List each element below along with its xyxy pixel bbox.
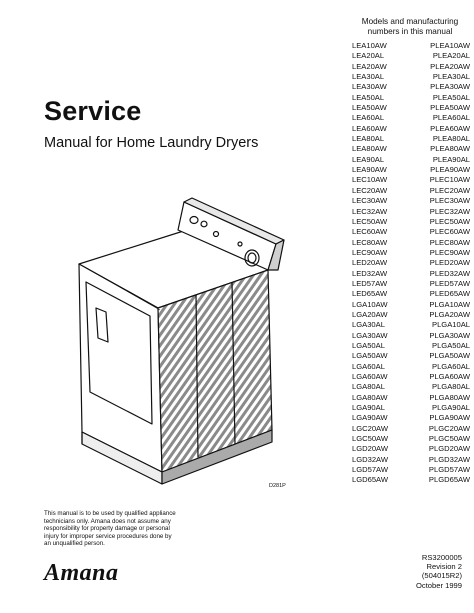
model-number: LGA10AW [352, 299, 388, 309]
model-number: LGA50AW [352, 351, 388, 361]
manufacturing-number: PLEA20AL [432, 51, 470, 61]
model-row [352, 238, 470, 248]
model-number: LGA90AW [352, 413, 388, 423]
disclaimer-text [44, 510, 194, 548]
manufacturing-number: PLGA50AW [429, 351, 470, 361]
manufacturing-number: PLGA10AW [429, 299, 470, 309]
model-number: LED20AW [352, 258, 388, 268]
manufacturing-number: PLGA10AL [432, 320, 470, 330]
manual-subtitle: Manual for Home Laundry Dryers [44, 135, 259, 151]
manufacturing-number: PLEA90AL [432, 154, 470, 164]
part-number: (504015R2) [421, 571, 462, 581]
manufacturing-number: PLEC80AW [429, 237, 470, 247]
model-number: LGA30AL [352, 320, 385, 330]
manufacturing-number: PLEA90AW [430, 165, 470, 175]
model-row [352, 41, 470, 51]
model-row [352, 217, 470, 227]
manufacturing-number: PLGA80AW [429, 392, 470, 402]
model-number: LGA80AL [352, 382, 385, 392]
model-row [352, 113, 470, 123]
model-number: LEC80AW [352, 237, 388, 247]
model-row [352, 103, 470, 113]
disclaimer-line: technicians only. Amana does not assume any [44, 517, 171, 525]
model-number: LGD65AW [352, 475, 389, 485]
model-number: LEA80AL [352, 134, 385, 144]
model-row [352, 351, 470, 361]
model-number: LEA20AL [352, 51, 385, 61]
model-number: LEC20AW [352, 185, 388, 195]
revision: Revision 2 [426, 562, 462, 572]
disclaimer-line: injury for improper service procedures done by [44, 532, 172, 540]
model-row [352, 403, 470, 413]
manufacturing-number: PLEC90AW [429, 247, 470, 257]
model-row [352, 465, 470, 475]
model-number: LED65AW [352, 289, 388, 299]
manufacturing-number: PLED20AW [429, 258, 470, 268]
manufacturing-number: PLEA30AL [432, 72, 470, 82]
models-heading-line: Models and manufacturing [361, 17, 459, 26]
model-row [352, 62, 470, 72]
model-row [352, 341, 470, 351]
model-number: LEC30AW [352, 196, 388, 206]
model-row [352, 72, 470, 82]
models-heading [352, 17, 468, 37]
model-number: LEA20AW [352, 61, 387, 71]
model-row [352, 124, 470, 134]
model-row [352, 186, 470, 196]
model-row [352, 269, 470, 279]
manufacturing-number: PLEA30AW [430, 82, 470, 92]
model-row [352, 300, 470, 310]
manual-title: Service [44, 96, 142, 126]
model-number: LEA80AW [352, 144, 387, 154]
manufacturing-number: PLEC50AW [429, 216, 470, 226]
manufacturing-number: PLEC10AW [429, 175, 470, 185]
model-row [352, 165, 470, 175]
model-row [352, 196, 470, 206]
model-number: LED32AW [352, 268, 388, 278]
model-row [352, 175, 470, 185]
model-row [352, 155, 470, 165]
publication-date: October 1999 [415, 580, 462, 590]
model-row [352, 475, 470, 485]
manufacturing-number: PLEA60AL [432, 113, 470, 123]
manufacturing-number: PLED65AW [429, 289, 470, 299]
model-row [352, 134, 470, 144]
model-row [352, 279, 470, 289]
model-list [352, 41, 470, 486]
model-row [352, 424, 470, 434]
model-number: LGC50AW [352, 434, 389, 444]
manufacturing-number: PLGA50AL [432, 340, 470, 350]
model-number: LGA60AW [352, 372, 388, 381]
model-number: LEA30AW [352, 82, 387, 92]
disclaimer-line: This manual is to be used by qualified appliance [44, 510, 176, 517]
manufacturing-number: PLED32AW [429, 268, 470, 278]
model-row [352, 207, 470, 217]
manufacturing-number: PLGA60AW [429, 372, 470, 381]
model-number: LGA80AW [352, 392, 388, 402]
manufacturing-number: PLEC60AW [429, 227, 470, 237]
manufacturing-number: PLEA80AW [430, 144, 470, 154]
model-number: LGA30AW [352, 330, 388, 340]
manufacturing-number: PLEA60AW [430, 123, 470, 133]
publication-number: RS3200005 [421, 553, 462, 562]
manufacturing-number: PLEA50AL [432, 92, 470, 102]
model-number: LGA60AL [352, 361, 385, 371]
model-number: LGC20AW [352, 423, 389, 433]
model-number: LEA90AW [352, 165, 387, 175]
disclaimer-line: an unqualified person. [44, 540, 105, 548]
manufacturing-number: PLEA80AL [432, 134, 470, 144]
manufacturing-number: PLED57AW [429, 278, 470, 288]
model-row [352, 258, 470, 268]
models-heading-line: numbers in this manual [367, 27, 453, 36]
disclaimer-line: responsibility for property damage or personal [44, 525, 170, 533]
model-number: LGD57AW [352, 465, 389, 475]
model-number: LEA30AL [352, 72, 385, 82]
model-number: LED57AW [352, 278, 388, 288]
model-number: LEA50AL [352, 92, 385, 102]
model-number: LGA90AL [352, 403, 385, 413]
manufacturing-number: PLEC32AW [429, 206, 470, 216]
model-row [352, 227, 470, 237]
model-number: LEC90AW [352, 247, 388, 257]
manufacturing-number: PLGD57AW [428, 465, 470, 475]
model-row [352, 393, 470, 403]
model-number: LEA60AW [352, 123, 387, 133]
manufacturing-number: PLGA30AW [429, 330, 470, 340]
manufacturing-number: PLGA20AW [429, 309, 470, 319]
model-row [352, 362, 470, 372]
model-row [352, 51, 470, 61]
publication-info [380, 553, 462, 590]
manufacturing-number: PLGA60AL [432, 361, 470, 371]
model-number: LGA20AW [352, 309, 388, 319]
model-row [352, 434, 470, 444]
model-number: LEC60AW [352, 227, 388, 237]
model-number: LEA50AW [352, 103, 387, 113]
manufacturing-number: PLGA90AL [432, 403, 470, 413]
model-row [352, 310, 470, 320]
manufacturing-number: PLEA10AW [430, 41, 470, 50]
model-row [352, 455, 470, 465]
manufacturing-number: PLEA20AW [430, 61, 470, 71]
model-row [352, 382, 470, 392]
manufacturing-number: PLGA80AL [432, 382, 470, 392]
model-row [352, 82, 470, 92]
model-number: LEC32AW [352, 206, 388, 216]
amana-logo: Amana [44, 560, 119, 586]
model-number: LEA10AW [352, 41, 387, 50]
manufacturing-number: PLEC20AW [429, 185, 470, 195]
manufacturing-number: PLGC50AW [428, 434, 470, 444]
model-number: LGD20AW [352, 444, 389, 454]
model-number: LEC50AW [352, 216, 388, 226]
manufacturing-number: PLGA90AW [429, 413, 470, 423]
manufacturing-number: PLGD65AW [428, 475, 470, 485]
manufacturing-number: PLGD20AW [428, 444, 470, 454]
model-number: LGD32AW [352, 454, 389, 464]
manufacturing-number: PLEA50AW [430, 103, 470, 113]
model-row [352, 413, 470, 423]
model-row [352, 320, 470, 330]
model-row [352, 372, 470, 382]
figure-code: D281P [269, 483, 286, 489]
dryer-illustration [46, 192, 326, 492]
model-row [352, 289, 470, 299]
manufacturing-number: PLGC20AW [428, 423, 470, 433]
model-row [352, 93, 470, 103]
model-row [352, 144, 470, 154]
model-number: LEC10AW [352, 175, 388, 185]
manufacturing-number: PLEC30AW [429, 196, 470, 206]
model-number: LEA90AL [352, 154, 385, 164]
model-row [352, 444, 470, 454]
model-number: LEA60AL [352, 113, 385, 123]
model-row [352, 331, 470, 341]
model-row [352, 248, 470, 258]
manufacturing-number: PLGD32AW [428, 454, 470, 464]
model-number: LGA50AL [352, 340, 385, 350]
